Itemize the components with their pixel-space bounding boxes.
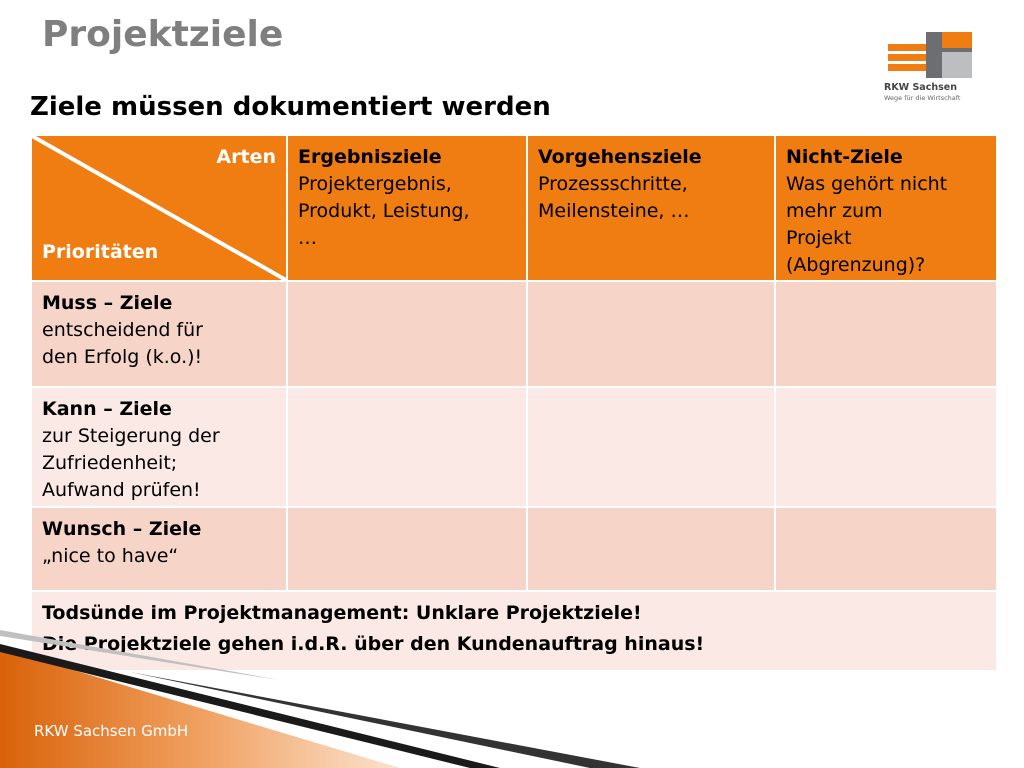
row-line: den Erfolg (k.o.)! [42,346,203,368]
decorative-swoosh-icon [0,600,1024,768]
column-line: Produkt, Leistung, [298,200,470,222]
slide-title: Projektziele [42,14,284,55]
column-line: Projekt [786,227,852,249]
table-cell-empty [288,282,526,386]
table-cell-empty [288,388,526,506]
column-line: Meilensteine, … [538,200,690,222]
table-corner-cell [32,136,286,280]
summary-line: Die Projektziele gehen i.d.R. über den Kundenauftrag hinaus! [42,633,705,655]
column-title: Nicht-Ziele [786,146,903,168]
table-cell-empty [776,282,996,386]
row-line: Aufwand prüfen! [42,479,201,501]
column-title: Ergebnisziele [298,146,442,168]
rkw-logo-mark-icon [884,30,994,82]
row-title: Muss – Ziele [42,292,173,314]
column-header-vorgehensziele [528,136,774,280]
column-line: Was gehört nicht [786,173,948,195]
corner-label-prioritaeten: Prioritäten [42,241,159,263]
column-header-ergebnisziele [288,136,526,280]
row-header-muss-ziele [32,282,286,386]
table-cell-empty [528,508,774,590]
row-line: zur Steigerung der [42,425,220,447]
column-line: Prozessschritte, [538,173,688,195]
column-line: (Abgrenzung)? [786,254,926,276]
column-header-nicht-ziele [776,136,996,280]
footer-company: RKW Sachsen GmbH [34,722,189,740]
column-title: Vorgehensziele [538,146,702,168]
logo-tagline: Wege für die Wirtschaft [884,94,961,102]
row-header-wunsch-ziele [32,508,286,590]
goals-table [32,136,996,674]
row-line: Zufriedenheit; [42,452,178,474]
row-line: „nice to have“ [42,545,179,567]
column-line: mehr zum [786,200,883,222]
row-line: entscheidend für [42,319,203,341]
corner-label-arten: Arten [216,146,276,168]
table-cell-empty [528,282,774,386]
table-cell-empty [528,388,774,506]
logo-name: RKW Sachsen [884,82,957,93]
column-line: … [298,227,317,249]
table-cell-empty [288,508,526,590]
slide-subtitle: Ziele müssen dokumentiert werden [30,92,551,122]
table-cell-empty [776,508,996,590]
summary-line: Todsünde im Projektmanagement: Unklare Projektziele! [42,602,642,624]
row-header-kann-ziele [32,388,286,506]
table-cell-empty [776,388,996,506]
row-title: Kann – Ziele [42,398,172,420]
column-line: Projektergebnis, [298,173,452,195]
row-title: Wunsch – Ziele [42,518,202,540]
rkw-logo [884,30,994,104]
